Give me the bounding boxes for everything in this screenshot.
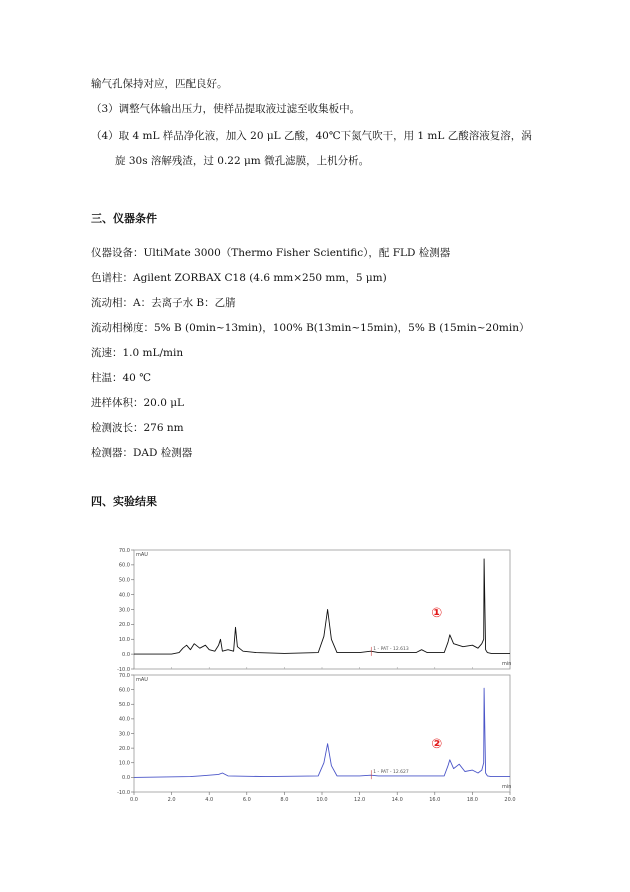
condition-mobile-phase: 流动相：A：去离子水 B：乙腈 [91, 297, 236, 309]
y-tick-label: 10.0 [118, 637, 130, 644]
chromatogram-panel-1 [117, 548, 511, 673]
condition-flow-rate: 流速：1.0 mL/min [91, 347, 184, 359]
x-tick-label: 16.0 [429, 797, 441, 803]
x-tick-label: 0.0 [130, 797, 138, 803]
y-tick-label: 30.0 [118, 607, 130, 614]
y-tick-label: 10.0 [118, 760, 130, 767]
y-tick-label: 30.0 [118, 731, 130, 738]
y-tick-label: -10.0 [117, 789, 130, 796]
section-4-title: 四、实验结果 [91, 495, 157, 508]
condition-column: 色谱柱：Agilent ZORBAX C18 (4.6 mm×250 mm，5 μm) [91, 272, 387, 284]
x-tick-label: 4.0 [205, 797, 214, 803]
x-tick-label: 2.0 [167, 797, 176, 803]
panel-frame [134, 550, 510, 669]
chromatogram-figure [113, 547, 518, 805]
y-tick-label: 0.0 [122, 775, 130, 782]
x-tick-label: 18.0 [466, 797, 478, 803]
x-tick-label: 10.0 [316, 797, 328, 803]
panel-frame [134, 675, 510, 792]
y-tick-label: 70.0 [118, 547, 130, 554]
panel-number-marker: ① [431, 605, 443, 621]
x-tick-label: 6.0 [242, 797, 251, 803]
x-tick-label: 12.0 [354, 797, 366, 803]
y-tick-label: 20.0 [118, 622, 130, 629]
y-axis-unit-label: mAU [136, 552, 148, 558]
y-tick-label: 60.0 [118, 687, 130, 694]
section-3-title: 三、仪器条件 [91, 212, 157, 225]
chromatogram-panel-2 [117, 673, 516, 803]
peak-label: 1 - PAT - 12.627 [373, 770, 409, 776]
condition-detector: 检测器：DAD 检测器 [91, 447, 193, 459]
y-tick-label: -10.0 [117, 666, 130, 673]
condition-gradient: 流动相梯度：5% B (0min~13min)，100% B(13min~15min)，5% B (15min~20min） [91, 322, 530, 334]
y-tick-label: 50.0 [118, 577, 130, 584]
y-tick-label: 60.0 [118, 562, 130, 569]
condition-instrument: 仪器设备：UltiMate 3000（Thermo Fisher Scientific），配 FLD 检测器 [91, 247, 451, 259]
y-tick-label: 20.0 [118, 745, 130, 752]
y-axis-unit-label: mAU [136, 677, 148, 683]
condition-column-temp: 柱温：40 ℃ [91, 372, 151, 384]
y-tick-label: 70.0 [118, 672, 130, 679]
y-tick-label: 40.0 [118, 716, 130, 723]
y-tick-label: 0.0 [122, 651, 130, 658]
paragraph-step-4-line-2: 旋 30s 溶解残渣，过 0.22 μm 微孔滤膜，上机分析。 [115, 155, 370, 167]
x-axis-unit-label: min [502, 661, 512, 667]
x-tick-label: 20.0 [504, 797, 516, 803]
condition-wavelength: 检测波长：276 nm [91, 422, 184, 434]
chromatogram-svg [113, 547, 518, 805]
y-tick-label: 50.0 [118, 702, 130, 709]
condition-injection-volume: 进样体积：20.0 μL [91, 397, 185, 409]
paragraph-step-3: （3）调整气体输出压力，使样品提取液过滤至收集板中。 [91, 103, 361, 115]
x-tick-label: 8.0 [280, 797, 289, 803]
x-tick-label: 14.0 [391, 797, 403, 803]
paragraph-step-4-line-1: （4）取 4 mL 样品净化液，加入 20 μL 乙酸，40℃下氮气吹干，用 1 mL 乙酸溶液复溶，涡 [91, 130, 532, 142]
y-tick-label: 40.0 [118, 592, 130, 599]
panel-number-marker: ② [431, 737, 443, 753]
peak-label: 1 - PAT - 12.613 [373, 646, 409, 652]
x-axis-unit-label: min [502, 784, 512, 790]
paragraph-intro: 输气孔保持对应，匹配良好。 [91, 78, 228, 90]
